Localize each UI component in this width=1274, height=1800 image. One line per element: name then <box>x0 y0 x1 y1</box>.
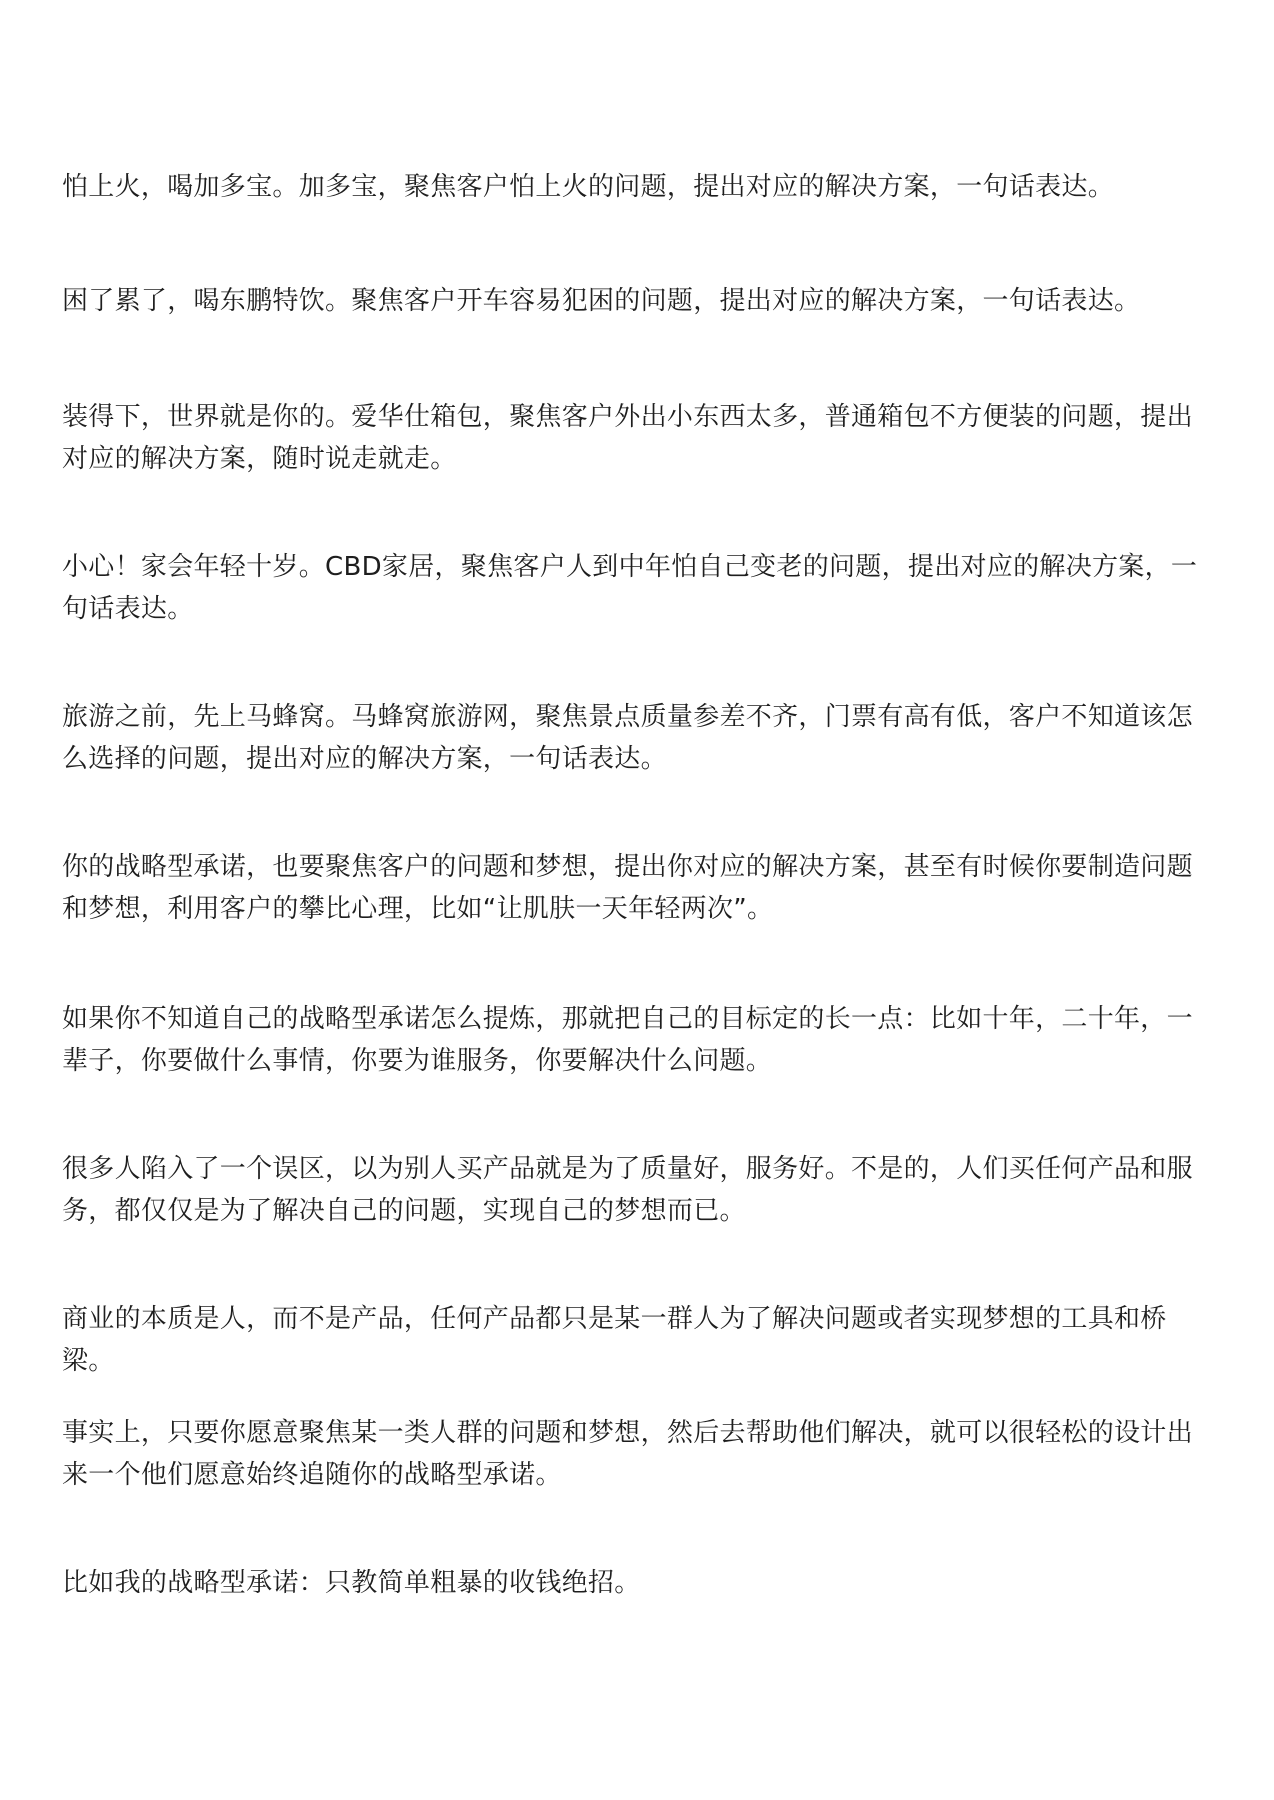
paragraph-1: 怕上火，喝加多宝。加多宝，聚焦客户怕上火的问题，提出对应的解决方案，一句话表达。 <box>62 172 1115 202</box>
paragraph-9: 商业的本质是人，而不是产品，任何产品都只是某一群人为了解决问题或者实现梦想的工具和桥梁。 <box>62 1304 1167 1376</box>
paragraph-6: 你的战略型承诺，也要聚焦客户的问题和梦想，提出你对应的解决方案，甚至有时候你要制造问题和梦想，利用客户的攀比心理，比如“让肌肤一天年轻两次”。 <box>62 852 1193 924</box>
paragraph-10: 事实上，只要你愿意聚焦某一类人群的问题和梦想，然后去帮助他们解决，就可以很轻松的设计出来一个他们愿意始终追随你的战略型承诺。 <box>62 1418 1193 1490</box>
paragraph-3: 装得下，世界就是你的。爱华仕箱包，聚焦客户外出小东西太多，普通箱包不方便装的问题，提出对应的解决方案，随时说走就走。 <box>62 402 1193 474</box>
paragraph-8: 很多人陷入了一个误区，以为别人买产品就是为了质量好，服务好。不是的，人们买任何产品和服务，都仅仅是为了解决自己的问题，实现自己的梦想而已。 <box>62 1154 1193 1226</box>
paragraph-7: 如果你不知道自己的战略型承诺怎么提炼，那就把自己的目标定的长一点：比如十年，二十年，一辈子，你要做什么事情，你要为谁服务，你要解决什么问题。 <box>62 1004 1193 1076</box>
paragraph-4: 小心！家会年轻十岁。CBD家居，聚焦客户人到中年怕自己变老的问题，提出对应的解决方案，一句话表达。 <box>62 552 1198 624</box>
paragraph-5: 旅游之前，先上马蜂窝。马蜂窝旅游网，聚焦景点质量参差不齐，门票有高有低，客户不知道该怎么选择的问题，提出对应的解决方案，一句话表达。 <box>62 702 1193 774</box>
paragraph-2: 困了累了，喝东鹏特饮。聚焦客户开车容易犯困的问题，提出对应的解决方案，一句话表达。 <box>62 286 1141 316</box>
paragraph-11: 比如我的战略型承诺：只教简单粗暴的收钱绝招。 <box>62 1568 641 1598</box>
